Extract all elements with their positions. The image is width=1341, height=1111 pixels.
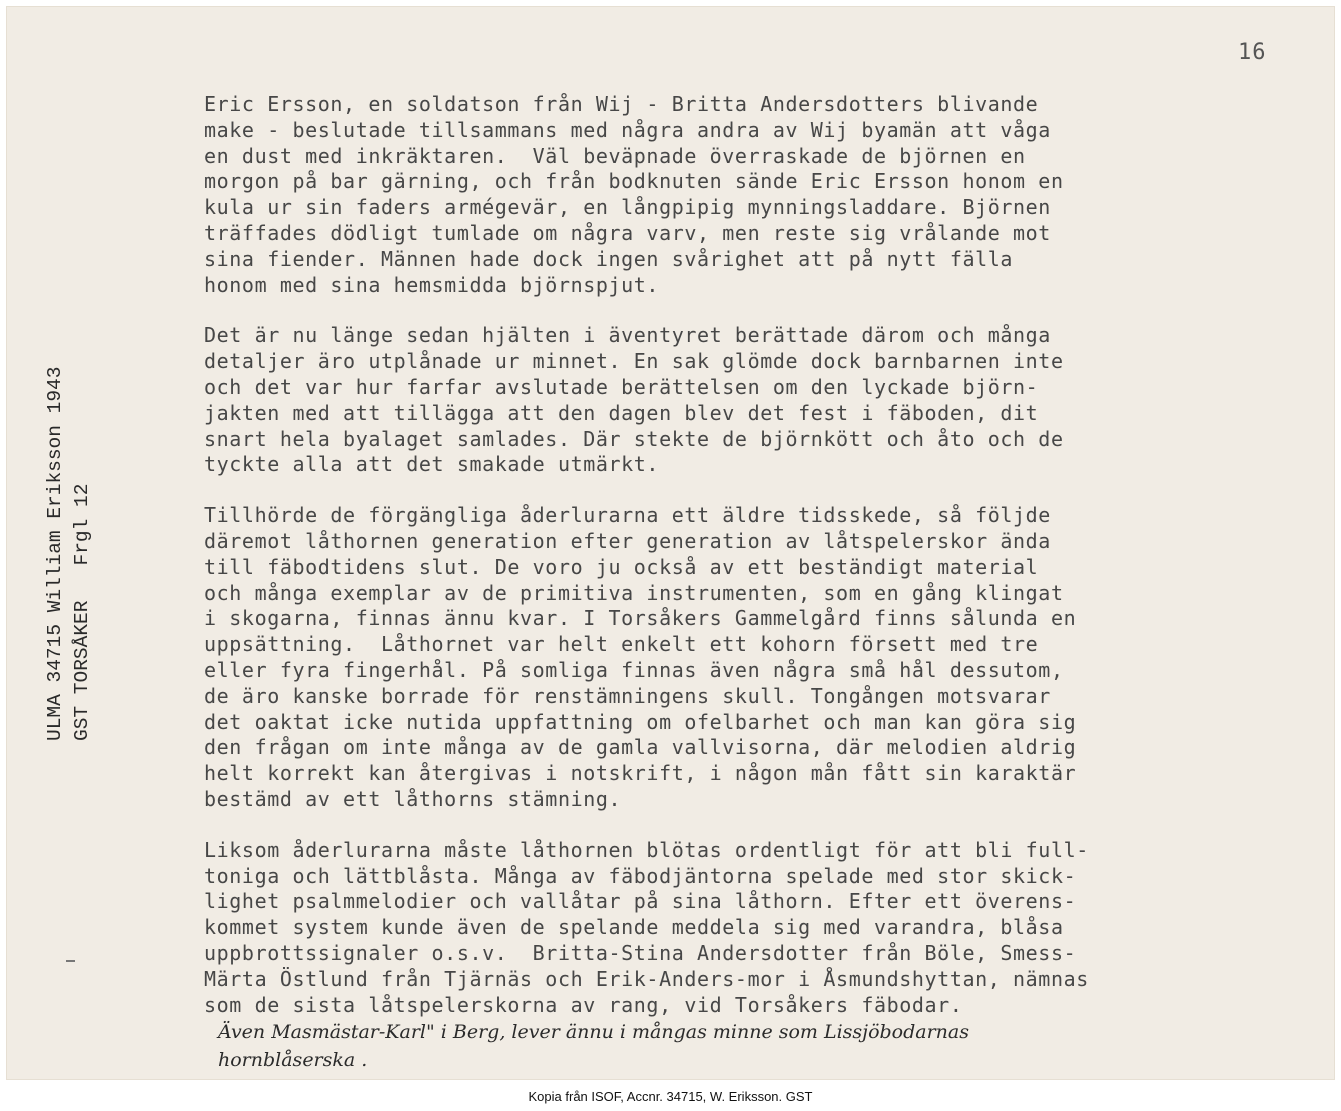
archive-side-label — [42, 367, 96, 741]
text-line: Det är nu länge sedan hjälten i äventyret berättade därom och många — [204, 323, 1051, 348]
text-line: och det var hur farfar avslutade berättelsen om den lyckade björn- — [204, 374, 1039, 399]
paragraph — [204, 323, 1264, 478]
text-line: toniga och lättblåsta. Många av fäbodjäntorna spelade med stor skick- — [204, 863, 1077, 888]
handwritten-note — [218, 1018, 969, 1074]
text-line: Tillhörde de förgängliga åderlurarna ett äldre tidsskede, så följde — [204, 503, 1051, 528]
text-line: en dust med inkräktaren. Väl beväpnade överraskade de björnen en — [204, 143, 1026, 168]
text-line: kommet system kunde även de spelande meddela sig med varandra, blåsa — [204, 915, 1064, 940]
text-line: Liksom åderlurarna måste låthornen blötas ordentligt för att bli full- — [204, 837, 1089, 862]
handwritten-line-1: Även Masmästar-Karl" i Berg, lever ännu i mångas minne som Lissjöbodarnas — [218, 1021, 969, 1043]
page-number: 16 — [1238, 40, 1267, 65]
text-line: kula ur sin faders armégevär, en långpipig mynningsladdare. Björnen — [204, 195, 1051, 220]
text-line: lighet psalmmelodier och vallåtar på sina låthorn. Efter ett överens- — [204, 889, 1077, 914]
text-line: i skogarna, finnas ännu kvar. I Torsåkers Gammelgård finns sålunda en — [204, 606, 1077, 631]
paragraph — [204, 838, 1264, 1019]
text-line: Märta Östlund från Tjärnäs och Erik-Anders-mor i Åsmundshyttan, nämnas — [204, 966, 1089, 991]
typewritten-body — [204, 92, 1264, 1043]
margin-mark — [66, 960, 75, 962]
text-line: uppbrottssignaler o.s.v. Britta-Stina Andersdotter från Böle, Smess- — [204, 940, 1077, 965]
archive-label-line-1: ULMA 34715 William Eriksson 1943 — [44, 366, 66, 741]
text-line: helt korrekt kan återgivas i notskrift, i någon mån fått sin karaktär — [204, 761, 1077, 786]
text-line: däremot låthornen generation efter generation av låtspelerskor ända — [204, 528, 1051, 553]
text-line: det oaktat icke nutida uppfattning om ofelbarhet och man kan göra sig — [204, 709, 1077, 734]
text-line: detaljer äro utplånade ur minnet. En sak glömde dock barnbarnen inte — [204, 349, 1064, 374]
paragraph — [204, 92, 1264, 298]
footer-caption: Kopia från ISOF, Accnr. 34715, W. Eriksson. GST — [528, 1089, 813, 1104]
text-line: jakten med att tillägga att den dagen blev det fest i fäboden, dit — [204, 400, 1039, 425]
text-line: tyckte alla att det smakade utmärkt. — [204, 452, 660, 477]
text-line: och många exemplar av de primitiva instrumenten, som en gång klingat — [204, 580, 1064, 605]
archive-label-line-2: GST TORSÅKER Frgl 12 — [71, 483, 93, 741]
text-line: eller fyra fingerhål. På somliga finnas även några små hål dessutom, — [204, 657, 1064, 682]
text-line: morgon på bar gärning, och från bodknuten sände Eric Ersson honom en — [204, 169, 1064, 194]
text-line: de äro kanske borrade för renstämningens skull. Tongången motsvarar — [204, 683, 1051, 708]
text-line: honom med sina hemsmidda björnspjut. — [204, 272, 660, 297]
text-line: som de sista låtspelerskorna av rang, vid Torsåkers fäbodar. — [204, 992, 963, 1017]
text-line: snart hela byalaget samlades. Där stekte de björnkött och åto och de — [204, 426, 1064, 451]
text-line: sina fiender. Männen hade dock ingen svårighet att på nytt fälla — [204, 246, 1014, 271]
text-line: till fäbodtidens slut. De voro ju också av ett beständigt material — [204, 554, 1039, 579]
text-line: träffades dödligt tumlade om några varv, men reste sig vrålande mot — [204, 220, 1051, 245]
paragraph — [204, 503, 1264, 813]
text-line: uppsättning. Låthornet var helt enkelt ett kohorn försett med tre — [204, 632, 1039, 657]
text-line: bestämd av ett låthorns stämning. — [204, 786, 622, 811]
text-line: make - beslutade tillsammans med några andra av Wij byamän att våga — [204, 117, 1051, 142]
handwritten-line-2: hornblåserska . — [218, 1049, 368, 1071]
text-line: Eric Ersson, en soldatson från Wij - Britta Andersdotters blivande — [204, 92, 1039, 116]
text-line: den frågan om inte många av de gamla vallvisorna, där melodien aldrig — [204, 735, 1077, 760]
